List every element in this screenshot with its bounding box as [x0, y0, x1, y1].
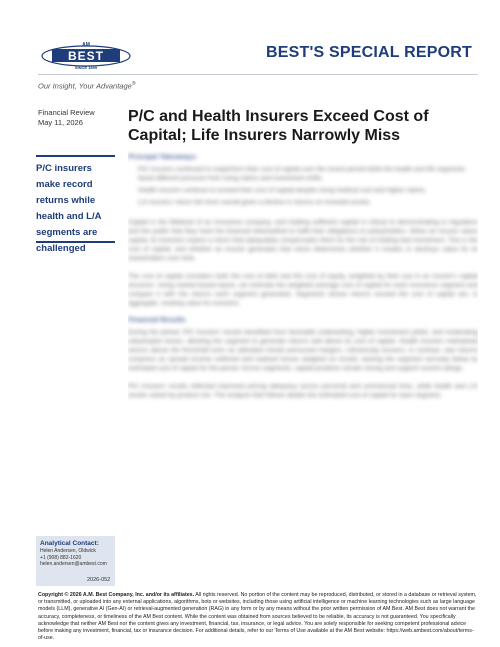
- logo-main-text: BEST: [67, 49, 105, 63]
- registered-mark: ®: [131, 81, 136, 87]
- takeaway-bullet: Health insurers continue to exceed their cost of capital despite rising medical cost and higher claims.: [138, 187, 427, 194]
- report-body: [128, 151, 478, 533]
- doc-date: May 11, 2026: [38, 118, 83, 127]
- section-heading: Principal Takeaways: [128, 154, 196, 161]
- am-best-logo: [40, 40, 132, 70]
- contact-title: Analytical Contact:: [40, 540, 99, 547]
- logo-since-text: SINCE 1899: [74, 65, 98, 70]
- contact-phone: +1 (908) 882-1620: [40, 554, 82, 561]
- report-title: P/C and Health Insurers Exceed Cost of Capital; Life Insurers Narrowly Miss: [128, 108, 429, 144]
- contact-name: Helen Andersen, Oldwick: [40, 548, 96, 554]
- sidebar-summary: P/C insurers make record returns while health and L/A segments are challenged: [36, 163, 102, 254]
- body-paragraph: Capital is the lifeblood of an insurance company, and holding sufficient capital is critical to demonstrating to regulators and the public that they have the financial wherewithal to fulfill their obligations to policyholders. When an insurer raises capital, its investors expect a return that adequately compensates them for the risk of holding that investment. This is the cost of capital, and whether an insurer generates that return determines whether it creates or destroys value for its shareholders over time.: [128, 219, 478, 262]
- report-series-title: [266, 44, 472, 62]
- body-paragraph: The cost of capital considers both the cost of debt and the cost of equity, weighted by their use in an insurer's capital structure. Using market-based inputs, we estimate the weighted average cost of capital for each insurance segment and compare it with the returns each segment generated. Segments whose returns exceed the cost of capital are, in aggregate, creating value for investors.: [128, 273, 478, 307]
- sidebar-summary-box: [36, 155, 115, 254]
- report-header: [0, 0, 500, 91]
- report-meta: [38, 108, 95, 128]
- takeaway-bullet: L/A insurers' return fell short overall given a decline in returns on invested assets.: [138, 199, 372, 206]
- report-title-rest: SPECIAL REPORT: [329, 44, 472, 61]
- document-number: 2026-052: [87, 577, 111, 583]
- contact-email[interactable]: helen.andersen@ambest.com: [40, 561, 107, 567]
- copyright-text: All rights reserved. No portion of the content may be reproduced, distributed, or stored in a database or retrieval system, or transmitted, or uploaded into any external applications, algorithms, bots or websites, including those using artificial intelligence or machine learning technologies such as large language models (LLM), generative AI (Gen-AI) or retrieval-augmented generation (RAG) in any form or by any means without the prior written permission of AM Best. AM Best does not warrant the accuracy, completeness, or timeliness of the AM Best content. While the content was obtained from sources believed to be reliable, its accuracy is not guaranteed. You specifically acknowledge that neither AM Best nor the content gives any investment, financial, tax, insurance, or legal advice. You are solely responsible for seeking competent professional advice before making any investment, financial, tax or insurance decision. For additional details, refer to our Terms of Use available at the AM Best website: https://web.ambest.com/about/terms-of-use.: [38, 592, 477, 642]
- tagline: [38, 81, 136, 91]
- takeaway-bullet: P/C insurers continued to outperform their cost of capital over the recent period while the health and life segments faced different pressure from rising claims and investment shifts.: [138, 166, 465, 182]
- logo-top-text: AM: [82, 42, 90, 48]
- section-heading: Financial Results: [128, 317, 186, 324]
- blurred-content: [128, 154, 478, 400]
- header-divider: [38, 74, 478, 75]
- doc-type: Financial Review: [38, 108, 95, 117]
- tagline-text: Our Insight, Your Advantage: [38, 81, 132, 91]
- copyright-bold: Copyright © 2026 A.M. Best Company, Inc. and/or its affiliates.: [38, 592, 195, 598]
- body-paragraph: P/C insurers' results reflected improved pricing adequacy across personal and commercial lines, while health and L/A results varied by product mix. The analysis that follows details the estimated cost of capital for each segment.: [128, 383, 478, 399]
- body-paragraph: During the period, P/C insurers' results benefited from favorable underwriting, higher investment yields, and moderating catastrophe losses, allowing the segment to generate returns well above its cost of capital. Health insurers maintained returns above the threshold even as utilization trends pressured margins. Life/annuity insurers, in contrast, saw returns compress as spread income softened and realized losses weighed on results, leaving the segment narrowly below its estimated cost of capital for the period. Across segments, capital positions remain strong and support current ratings.: [128, 329, 478, 372]
- copyright-notice: [38, 592, 478, 642]
- report-title-bold: BEST'S: [266, 44, 325, 61]
